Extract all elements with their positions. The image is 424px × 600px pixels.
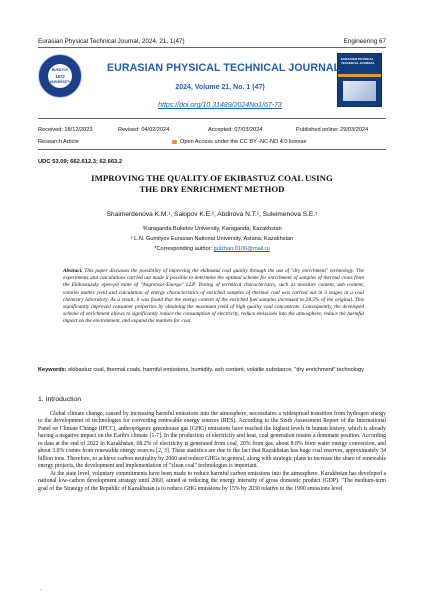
license-text: Open Access under the CC BY -NC-ND 4.0 license (180, 139, 307, 145)
university-logo (38, 54, 82, 98)
logo-center-text: 1972 (55, 74, 65, 79)
running-header-journal: Eurasian Physical Technical Journal, 2024, 21, 1(47) (38, 38, 185, 45)
revised-date: Revised: 04/02/2024 (118, 127, 170, 133)
body-text (38, 411, 386, 493)
meta-rule-top (38, 118, 386, 119)
abstract-text: This paper discusses the possibility of improving the ekibastuz coal quality through the use of "dry enrichment" technology. The experiments and calculations carried out made it possible to determine the optimal scheme for enrichment of samples of thermal coals from the Ekibastuzsky open-pit mine of "Angrensor-Energo" LLP. Testing of technical characteristics, such as moisture content, ash content, volatile matter yield and calculation of energy characteristics of enriched samples of thermal coal was carried out in 3 stages in a coal chemistry laboratory. As a result, it was found that the energy content of the enriched fuel samples increased to 28.5% of the original. This significantly improved consumer properties by obtaining the maximum yield of high quality coal concentrate. Consequently, the developed scheme of enrichment allows to significantly reduce the consumption of electricity, reduce emissions into the atmosphere, reduce the harmful impact on the environment, and expand the markets for coal. (63, 268, 364, 325)
journal-cover-image (337, 53, 382, 107)
paper-title-line-2: THE DRY ENRICHMENT METHOD (139, 184, 285, 194)
body-paragraph-2: At the state level, voluntary commitments have been made to reduce harmful carbon emissions into the atmosphere. Kazakhstan has developed a national low-carbon development strategy until 2060, aimed at reducing the energy intensity of gross domestic product (GDP). "The medium-term goal of the Strategy of the Republic of Kazakhstan is to reduce GHG emissions by 15% by 2030 relative to the 1990 emissions level (38, 470, 386, 492)
open-access-lock-icon (172, 140, 177, 144)
paper-title (38, 173, 386, 195)
journal-title: EURASIAN PHYSICAL TECHNICAL JOURNAL (107, 62, 341, 74)
logo-bottom-text: UNIVERSITY (49, 80, 71, 84)
header-rule (38, 47, 386, 48)
doi-link[interactable]: https://doi.org/10.31489/2024No1/67-73 (158, 102, 282, 109)
logo-inner-disk (48, 64, 72, 88)
logo-top-text: BUKETOV (51, 68, 69, 72)
affiliation-2: ² L.N. Gumilyov Eurasian National University, Astana, Kazakhstan (130, 236, 294, 242)
keywords-text: ekibastuz coal, thermal coals, harmful emissions, humidity, ash content, volatile substance, "dry enrichment" technology (68, 367, 364, 373)
keywords (38, 367, 386, 375)
corresponding-label: *Corresponding author: (154, 246, 213, 252)
corresponding-author (38, 246, 386, 252)
received-date: Received: 18/12/2023 (38, 127, 93, 133)
header-section-label: Engineering (343, 38, 378, 45)
article-type: Research Article (38, 139, 79, 145)
abstract-label: Abstract. (63, 268, 83, 274)
header-page-number: 67 (378, 38, 386, 45)
abstract (63, 268, 364, 326)
license-line (172, 139, 306, 145)
body-paragraph-1: Global climate change, caused by increasing harmful emissions into the atmosphere, necessitates a widespread transition from hydrogen energy to the development of technologies for converting renewable energy sources (RES). According to the Sixth Assessment Report of the International Panel on Climate Change (IPCC), anthropogenic greenhouse gas (GHG) emissions have reached the highest levels in human history, which is already having a negative impact on the Earth's climate [1-7]. In the production of electricity and heat, coal generation retains a dominant position. According to data at the end of 2022 in Kazakhstan, 68.2% of electricity is generated from coal, 20% from gas, about 8.8% from water energy conversion, and about 3.0% comes from renewable energy sources [2, 3]. These statistics are due to the fact that Kazakhstan has huge coal reserves, approximately 34 billion tons. Therefore, to achieve carbon neutrality by 2060 and reduce GHGs in general, along with strategic plans to increase the share of renewable energy projects, the development and implementation of "clean coal" technologies is important. (38, 411, 386, 470)
cover-illustration (343, 81, 376, 101)
affiliation-1: ¹Karaganda Buketov University, Karaganda, Kazakhstan (142, 226, 282, 232)
corresponding-email-link[interactable]: gulzhan.0106@mail.ru (213, 246, 270, 252)
running-header-section (340, 38, 386, 45)
paper-title-line-1: IMPROVING THE QUALITY OF EKIBASTUZ COAL USING (91, 173, 333, 183)
udc-code: UDC 53.09; 662.612.3; 62.663.2 (38, 159, 123, 165)
cover-band (338, 74, 381, 77)
cover-title-text: EURASIAN PHYSICAL TECHNICAL JOURNAL (341, 57, 375, 65)
published-date: Published online: 29/03/2024 (296, 127, 369, 133)
keywords-label: Keywords: (38, 367, 67, 373)
author-list: Shaimerdenova K.M.¹, Sakipov K.E.², Abdirova N.T.¹, Suleimenova S.E.¹ (106, 211, 318, 218)
meta-rule-bottom (38, 149, 386, 150)
section-heading-introduction: 1. Introduction (38, 396, 82, 403)
accepted-date: Accepted: 07/03/2024 (208, 127, 263, 133)
journal-volume: 2024, Volume 21, No. 1 (47) (175, 84, 265, 91)
footer-mark: . (40, 586, 42, 592)
